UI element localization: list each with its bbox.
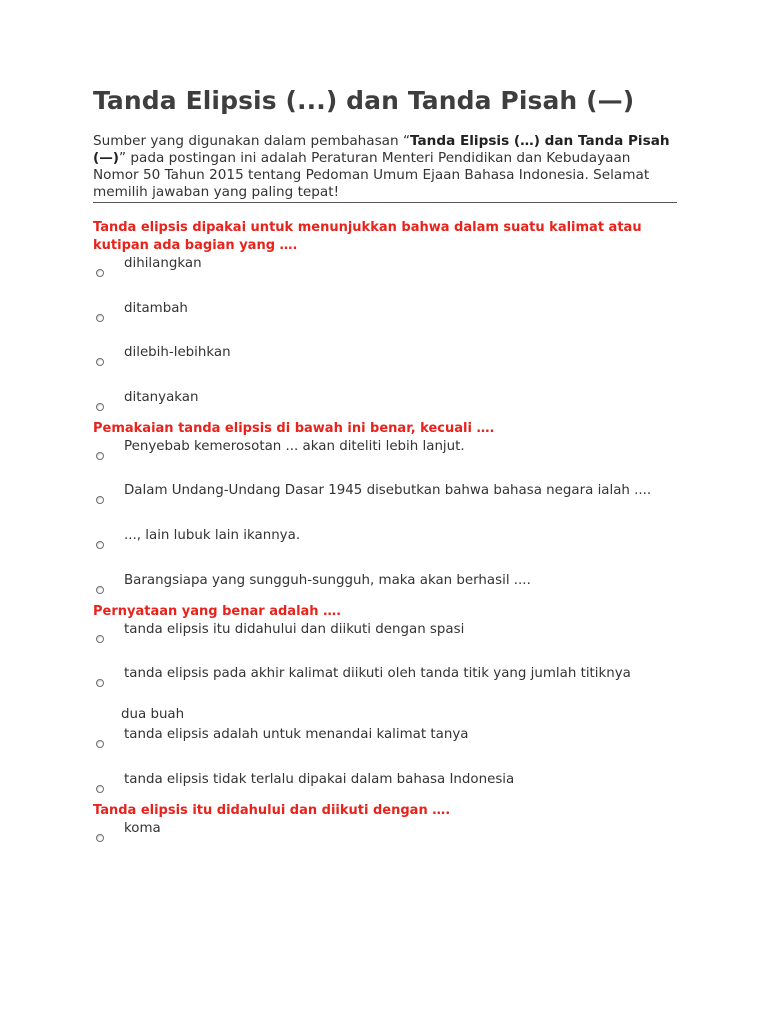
- radio-button-icon[interactable]: [96, 635, 104, 643]
- question-text: Pemakaian tanda elipsis di bawah ini benar, kecuali ….: [93, 420, 495, 436]
- answer-option[interactable]: [93, 771, 677, 816]
- question-1: [93, 219, 677, 434]
- question-2: [93, 420, 677, 617]
- answer-option[interactable]: [93, 527, 677, 572]
- answer-option[interactable]: [93, 820, 677, 865]
- radio-button-icon[interactable]: [96, 834, 104, 842]
- option-label: ditambah: [124, 300, 188, 316]
- option-label: tanda elipsis pada akhir kalimat diikuti oleh tanda titik yang jumlah titiknya: [124, 666, 631, 682]
- option-label: koma: [124, 820, 161, 836]
- intro-text-bold: Tanda Elipsis (…) dan Tanda Pisah (—): [93, 133, 670, 166]
- option-label: tanda elipsis tidak terlalu dipakai dalam bahasa Indonesia: [124, 771, 515, 787]
- answer-option[interactable]: [93, 726, 677, 771]
- radio-button-icon[interactable]: [96, 740, 104, 748]
- answer-option[interactable]: [93, 255, 677, 300]
- radio-button-icon[interactable]: [96, 785, 104, 793]
- radio-button-icon[interactable]: [96, 314, 104, 322]
- option-label: ..., lain lubuk lain ikannya.: [124, 528, 301, 544]
- answer-option[interactable]: [93, 300, 677, 345]
- answer-option[interactable]: [93, 572, 677, 617]
- answer-option[interactable]: [93, 389, 677, 434]
- option-label: ditanyakan: [124, 390, 199, 406]
- option-label: tanda elipsis adalah untuk menandai kalimat tanya: [124, 727, 469, 743]
- option-label: dilebih-lebihkan: [124, 345, 231, 361]
- option-label: Dalam Undang-Undang Dasar 1945 disebutkan bahwa bahasa negara ialah ....: [124, 483, 652, 499]
- option-label: tanda elipsis itu didahului dan diikuti dengan spasi: [124, 621, 465, 637]
- radio-button-icon[interactable]: [96, 541, 104, 549]
- answer-option[interactable]: [93, 438, 677, 483]
- answer-option[interactable]: [93, 665, 677, 726]
- intro-text-before: Sumber yang digunakan dalam pembahasan “: [93, 133, 410, 149]
- intro-text-after: ” pada postingan ini adalah Peraturan Menteri Pendidikan dan Kebudayaan Nomor 50 Tahun 2015 tentang Pedoman Umum Ejaan Bahasa Indonesia. Selamat memilih jawaban yang paling tepat!: [93, 150, 650, 200]
- question-text: Tanda elipsis dipakai untuk menunjukkan bahwa dalam suatu kalimat atau kutipan ada bagian yang ….: [93, 220, 642, 253]
- answer-option[interactable]: [93, 344, 677, 389]
- answer-option[interactable]: [93, 621, 677, 666]
- option-label: Barangsiapa yang sungguh-sungguh, maka akan berhasil ....: [124, 572, 531, 588]
- radio-button-icon[interactable]: [96, 496, 104, 504]
- option-label-continuation: dua buah: [121, 707, 185, 723]
- radio-button-icon[interactable]: [96, 586, 104, 594]
- radio-button-icon[interactable]: [96, 679, 104, 687]
- question-3: [93, 603, 677, 816]
- radio-button-icon[interactable]: [96, 358, 104, 366]
- radio-button-icon[interactable]: [96, 269, 104, 277]
- option-label: Penyebab kemerosotan ... akan diteliti lebih lanjut.: [124, 438, 465, 454]
- radio-button-icon[interactable]: [96, 452, 104, 460]
- radio-button-icon[interactable]: [96, 403, 104, 411]
- option-label: dihilangkan: [124, 256, 202, 271]
- page-title: Tanda Elipsis (...) dan Tanda Pisah (—): [93, 86, 635, 115]
- question-text: Tanda elipsis itu didahului dan diikuti dengan ….: [93, 802, 451, 818]
- answer-option[interactable]: [93, 482, 677, 527]
- document-page: [93, 84, 677, 864]
- intro-paragraph: [93, 133, 677, 203]
- question-text: Pernyataan yang benar adalah ….: [93, 603, 342, 619]
